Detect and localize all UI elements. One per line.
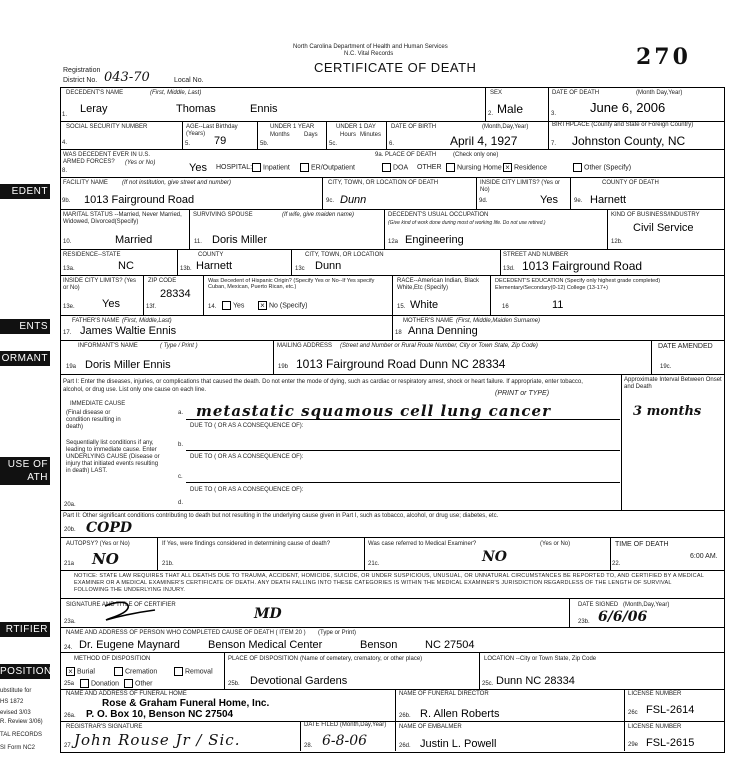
row-line [60, 340, 724, 341]
hours-label: Hours [340, 132, 357, 138]
county-of-death-label: COUNTY OF DEATH [602, 180, 659, 186]
date-signed-value: 6/6/06 [598, 609, 648, 625]
local-number-label: Local No. [174, 77, 204, 84]
certifier-signature-label: SIGNATURE AND TITLE OF CERTIFIER [66, 602, 176, 608]
burial-checkbox-checked[interactable]: × [66, 667, 75, 676]
interval-label: Approximate Interval Between Onset and Death [624, 377, 722, 390]
under-1-day-label: UNDER 1 DAY [336, 124, 376, 130]
tab-cause-of-death-2: ATH [0, 470, 50, 485]
doa-text: DOA [393, 164, 409, 172]
mother-name-label: MOTHER'S NAME [403, 318, 454, 324]
hospital-label: HOSPITAL: [216, 164, 253, 171]
item-number: 7. [551, 141, 557, 147]
zip-code-label: ZIP CODE [148, 278, 177, 284]
divider [621, 374, 622, 510]
item-number: 13c [295, 266, 305, 272]
sex-label: SEX [490, 90, 503, 96]
agency-line-2: N.C. Vital Records [344, 51, 394, 57]
hispanic-yes-checkbox[interactable] [222, 301, 231, 310]
findings-label: If Yes, were findings considered in determining cause of death? [162, 541, 331, 547]
place-of-disposition-label: PLACE OF DISPOSITION [228, 656, 299, 662]
marital-status-value: Married [115, 234, 153, 246]
immediate-cause-value: metastatic squamous cell lung cancer [196, 402, 551, 420]
informant-name-value: Doris Miller Ennis [85, 359, 171, 371]
father-name-hint: (First, Middle,Last) [122, 318, 172, 324]
district-label: District No. [63, 77, 98, 84]
divider [490, 275, 491, 315]
form-note-5: TAL RECORDS [0, 732, 43, 738]
divider [392, 275, 393, 315]
immediate-cause-label: IMMEDIATE CAUSE [70, 401, 126, 407]
mother-name-hint: (First, Middle,Maiden Surname) [456, 318, 541, 324]
item-number: 25b. [228, 681, 240, 687]
item-number: 13e. [63, 304, 75, 310]
minutes-label: Minutes [360, 132, 382, 138]
disposition-method-label: METHOD OF DISPOSITION [74, 656, 151, 662]
hispanic-no-checkbox-checked[interactable]: × [258, 301, 267, 310]
doa-checkbox[interactable] [382, 163, 391, 172]
item-number: 11. [194, 239, 202, 245]
divider [322, 177, 323, 209]
immediate-cause-hint: (Final disease or condition resulting in death) [66, 410, 121, 430]
due-to-label-1: DUE TO ( OR AS A CONSEQUENCE OF): [190, 423, 304, 429]
inpatient-text: Inpatient [263, 164, 290, 172]
facility-name-label: FACILITY NAME [63, 180, 108, 186]
completer-city: Benson [360, 639, 398, 651]
residence-city-value: Dunn [315, 260, 342, 272]
other-place-label: OTHER [417, 164, 442, 171]
residence-county-label: COUNTY [198, 252, 224, 258]
row-line [60, 570, 724, 571]
item-number: 18 [395, 330, 402, 336]
divider [177, 249, 178, 275]
item-number: 26a. [64, 713, 76, 719]
item-number: 12b. [611, 239, 623, 245]
item-number: c. [178, 474, 183, 480]
item-number: 13f. [146, 304, 157, 310]
days-label: Days [304, 132, 318, 138]
item-number: 20a. [64, 502, 76, 508]
date-of-death-label: DATE OF DEATH [552, 90, 600, 96]
divider [182, 121, 183, 149]
place-of-disposition-value: Devotional Gardens [250, 675, 348, 687]
item-number: 25c. [482, 681, 494, 687]
date-amended-label: DATE AMENDED [658, 343, 713, 350]
other-disposition-option[interactable] [124, 679, 153, 688]
other-disposition-checkbox[interactable] [124, 679, 133, 688]
item-number: 21a [64, 561, 75, 567]
date-of-birth-label: DATE OF BIRTH [391, 124, 437, 130]
business-label: KIND OF BUSINESS/INDUSTRY [611, 212, 700, 218]
item-number: 26d. [399, 743, 411, 749]
hispanic-origin-label: Was Decedent of Hispanic Origin? (Specify Yes or No--If Yes specify Cuban, Mexican, Puerto Rican, etc.) [208, 278, 375, 290]
inside-city-limits-value: Yes [540, 194, 558, 206]
divider [569, 598, 570, 627]
item-number: 21c. [368, 561, 380, 567]
decedent-name-label: DECEDENT'S NAME [66, 90, 124, 96]
completer-name: Dr. Eugene Maynard [79, 639, 180, 651]
item-number: 16 [502, 304, 509, 310]
city-of-death-value: Dunn [340, 194, 367, 206]
business-value: Civil Service [633, 222, 694, 234]
decedent-middle-name: Thomas [176, 103, 216, 115]
mailing-address-hint: (Street and Number or Rural Route Number, City or Town State, Zip Code) [340, 343, 538, 349]
interval-a-value: 3 months [633, 404, 702, 419]
item-number: 26c [628, 710, 638, 716]
divider [364, 537, 365, 570]
divider [548, 87, 549, 121]
divider [189, 209, 190, 249]
decedent-first-name: Leray [80, 103, 108, 115]
row-line [60, 510, 724, 511]
donation-text: Donation [91, 680, 120, 688]
item-number: 26b. [399, 713, 411, 719]
item-number: 6. [389, 141, 395, 147]
other-specify-option[interactable] [573, 163, 631, 172]
place-of-death-hint: (Check only one) [453, 152, 499, 158]
tab-parents: ENTS [0, 319, 50, 334]
date-filed-value: 6-8-06 [322, 733, 368, 749]
item-number: 23b. [578, 619, 590, 625]
divider [386, 121, 387, 149]
residence-state-label: RESIDENCE--STATE [63, 252, 121, 258]
item-number: 27 [64, 743, 71, 749]
pod-label-text: 9a. [375, 152, 386, 158]
nursing-home-option[interactable] [446, 163, 502, 172]
county-of-death-value: Harnett [590, 194, 627, 206]
row-line [60, 249, 724, 250]
row-line [60, 177, 724, 178]
divider [392, 315, 393, 340]
embalmer-value: Justin L. Powell [420, 738, 497, 750]
item-number: 24. [64, 645, 73, 651]
hispanic-yes-option[interactable] [222, 301, 244, 310]
divider [257, 121, 258, 149]
er-text: ER/Outpatient [311, 164, 355, 172]
form-note-4: R. Review 3/06) [0, 719, 43, 725]
divider [291, 249, 292, 275]
hispanic-no-text: No (Specify) [269, 302, 308, 310]
item-number: a. [178, 410, 184, 416]
residence-text: Residence [514, 164, 548, 172]
cremation-text: Cremation [125, 668, 158, 676]
birthplace-value: Johnston County, NC [572, 134, 686, 148]
divider [384, 209, 385, 249]
item-number: 8. [62, 168, 68, 174]
date-of-birth-value: April 4, 1927 [450, 134, 518, 148]
item-number: d. [178, 500, 184, 506]
row-line [60, 209, 724, 210]
autopsy-label: AUTOPSY? (Yes or No) [66, 541, 130, 547]
disposition-location-label: LOCATION --City or Town State, Zip Code [484, 656, 597, 662]
certifier-title-value: MD [254, 606, 282, 622]
residence-county-value: Harnett [196, 260, 233, 272]
form-note-2: HS 1872 [0, 699, 24, 705]
other-specify-text: Other (Specify) [584, 164, 632, 172]
facility-name-hint: (If not institution, give street and number) [122, 180, 232, 186]
date-of-death-value: June 6, 2006 [590, 100, 666, 115]
sequential-instructions: Sequentially list conditions if any, leading to immediate cause. Enter UNDERLYING CAUSE (Disease or injury that initiated events resulting in death) LAST. [66, 440, 160, 474]
item-number: 9d. [479, 198, 488, 204]
row-line [60, 627, 724, 628]
divider [548, 121, 549, 149]
tab-decedent: EDENT [0, 184, 50, 199]
removal-checkbox[interactable] [174, 667, 183, 676]
date-of-death-hint: (Month Day,Year) [636, 90, 683, 96]
certifier-signature-mark [100, 598, 160, 624]
mailing-address-value: 1013 Fairground Road Dunn NC 28334 [296, 357, 506, 371]
decedent-name-hint: (First, Middle, Last) [150, 90, 202, 96]
surviving-spouse-value: Doris Miller [212, 234, 267, 246]
part-2-value: COPD [86, 520, 133, 536]
funeral-director-value: R. Allen Roberts [420, 708, 500, 720]
document-title: CERTIFICATE OF DEATH [314, 60, 477, 75]
disposition-location-value: Dunn NC 28334 [496, 675, 575, 687]
funeral-home-address: P. O. Box 10, Benson NC 27504 [86, 709, 234, 720]
time-of-death-value: 6:00 AM. [690, 553, 718, 560]
row-line [60, 149, 724, 150]
divider [326, 121, 327, 149]
item-number: 10. [63, 239, 72, 245]
license-label-1: LICENSE NUMBER [628, 691, 682, 697]
nursing-home-text: Nursing Home [457, 164, 502, 172]
item-number: 22. [612, 561, 621, 567]
license-label-2: LICENSE NUMBER [628, 724, 682, 730]
time-of-death-label: TIME OF DEATH [615, 541, 669, 548]
divider [485, 87, 486, 121]
residence-checkbox-checked[interactable]: × [503, 163, 512, 172]
embalmer-label: NAME OF EMBALMER [399, 724, 462, 730]
item-number: 19a [66, 364, 77, 370]
cause-line-c [186, 482, 620, 483]
surviving-spouse-hint: (If wife, give maiden name) [282, 212, 355, 218]
divider [624, 689, 625, 751]
armed-forces-label: WAS DECEDENT EVER IN U.S. ARMED FORCES? [63, 152, 151, 165]
inpatient-checkbox[interactable] [252, 163, 261, 172]
completer-label: NAME AND ADDRESS OF PERSON WHO COMPLETED CAUSE OF DEATH ( ITEM 20 ) [66, 630, 306, 636]
armed-forces-hint: (Yes or No) [125, 160, 156, 166]
tab-cause-of-death-1: USE OF [0, 457, 50, 472]
ssn-label: SOCIAL SECURITY NUMBER [66, 124, 148, 130]
surviving-spouse-label: SURVIVING SPOUSE [193, 212, 253, 218]
under-1-year-label: UNDER 1 YEAR [270, 124, 315, 130]
burial-option[interactable] [66, 667, 95, 676]
divider [607, 209, 608, 249]
residence-state-value: NC [118, 260, 134, 272]
birthplace-label: BIRTHPLACE (County and State or Foreign Country) [552, 122, 694, 128]
district-number: 043-70 [104, 70, 150, 85]
removal-option[interactable] [174, 667, 213, 676]
funeral-home-label: NAME AND ADDRESS OF FUNERAL HOME [66, 691, 187, 697]
item-number: 19b [278, 364, 289, 370]
months-label: Months [270, 132, 290, 138]
part-1-instructions: Part I: Enter the diseases, injuries, or complications that caused the death. Do not enter the mode of dying, such as cardiac or respiratory arrest, shock or heart failure. If appropriate, enter tobacco, alcohol, or drug use. List only one cause on each line. [63, 379, 583, 393]
father-name-label: FATHER'S NAME [72, 318, 120, 324]
certificate-number: 270 [636, 44, 691, 70]
donation-option[interactable] [80, 679, 119, 688]
item-number: 4. [62, 140, 68, 146]
medical-examiner-notice: NOTICE: STATE LAW REQUIRES THAT ALL DEATHS DUE TO TRAUMA, ACCIDENT, HOMICIDE, SUICIDE, OR UNDER SUSPICIOUS, UNUSUAL, OR UNNATURAL CIRCUMSTANCES BE REPORTED TO, AND CERTIFIED BY A MEDICAL EXAMINER OR A MEDICAL EXAMINER'S CERTIFICATE OF DEATH. ANY DEATH FALLING INTO THESE CATEGORIES IS WITHIN THE MEDICAL EXAMINER'S JURISDICTION REGARDLESS OF THE LENGTH OF SURVIVAL FOLLOWING THE UNDERLYING INJURY. [74, 573, 704, 593]
doa-option[interactable] [382, 163, 408, 172]
date-of-birth-hint: (Month,Day,Year) [482, 124, 529, 130]
armed-forces-value: Yes [189, 162, 207, 174]
registration-label: Registration [63, 67, 101, 74]
nursing-home-checkbox[interactable] [446, 163, 455, 172]
facility-name-value: 1013 Fairground Road [84, 194, 195, 206]
item-number: 28. [304, 743, 313, 749]
other-disposition-text: Other [135, 680, 153, 688]
date-signed-hint: (Month,Day,Year) [623, 602, 670, 608]
inside-city-limits-label: INSIDE CITY LIMITS? (Yes or No) [480, 180, 561, 193]
due-to-label-3: DUE TO ( OR AS A CONSEQUENCE OF): [190, 487, 304, 493]
divider [500, 249, 501, 275]
funeral-director-label: NAME OF FUNERAL DIRECTOR [399, 691, 489, 697]
occupation-label: DECEDENT'S USUAL OCCUPATION [388, 212, 489, 218]
zip-code-value: 28334 [160, 288, 191, 300]
autopsy-value: NO [92, 550, 119, 568]
item-number: 12a [388, 239, 399, 245]
divider [476, 177, 477, 209]
divider [570, 177, 571, 209]
education-label: DECEDENT'S EDUCATION (Specify only highest grade completed) Elementary/Secondary(0-12) College (13-17+) [495, 278, 661, 291]
registrar-signature: John Rouse Jr / Sic. [74, 731, 241, 749]
hispanic-yes-text: Yes [233, 302, 245, 310]
mother-name-value: Anna Denning [408, 325, 478, 337]
form-note-3: evised 3/03 [0, 710, 31, 716]
informant-name-hint: ( Type / Print ) [160, 343, 198, 349]
medical-examiner-label: Was case referred to Medical Examiner? [368, 541, 477, 547]
date-filed-label: DATE FILED (Month,Day,Year) [304, 722, 387, 728]
divider [395, 689, 396, 751]
completer-center: Benson Medical Center [208, 639, 323, 651]
residence-street-value: 1013 Fairground Road [522, 259, 643, 273]
divider [143, 275, 144, 315]
pod-label: PLACE OF DEATH [385, 152, 437, 158]
due-to-label-2: DUE TO ( OR AS A CONSEQUENCE OF): [190, 454, 304, 460]
item-number: 9b. [62, 198, 71, 204]
completer-state-zip: NC 27504 [425, 639, 475, 651]
agency-line-1: North Carolina Department of Health and Human Services [293, 44, 448, 50]
divider [157, 537, 158, 570]
medical-examiner-hint: (Yes or No) [540, 541, 571, 547]
item-number: 25a [64, 681, 75, 687]
education-value: 11 [552, 299, 564, 311]
hispanic-no-option[interactable] [258, 301, 308, 310]
item-number: 23a. [64, 619, 76, 625]
tab-disposition: POSITION [0, 666, 52, 677]
funeral-home-name: Rose & Graham Funeral Home, Inc. [102, 698, 270, 709]
medical-examiner-value: NO [482, 549, 507, 565]
er-checkbox[interactable] [300, 163, 309, 172]
divider [610, 537, 611, 570]
registrar-signature-label: REGISTRAR'S SIGNATURE [66, 724, 143, 730]
race-label: RACE--American Indian, Black White,Etc (Specify) [397, 278, 480, 291]
removal-text: Removal [185, 668, 213, 676]
age-value: 79 [214, 135, 227, 147]
cremation-option[interactable] [114, 667, 157, 676]
item-number: 5b. [260, 141, 269, 147]
tab-informant: ORMANT [1, 353, 48, 364]
divider [651, 340, 652, 374]
item-number: b. [178, 442, 184, 448]
city-of-death-label: CITY, TOWN, OR LOCATION OF DEATH [328, 180, 439, 186]
residence-option[interactable] [503, 163, 547, 172]
residence-street-label: STREET AND NUMBER [503, 252, 569, 258]
divider [224, 652, 225, 689]
item-number: 21b. [162, 561, 174, 567]
divider [300, 721, 301, 751]
item-number: 13b. [180, 266, 192, 272]
item-number: 19c. [660, 364, 672, 370]
part-2-instructions: Part II: Other significant conditions contributing to death but not resulting in the underlying cause given in Part I, such as tobacco, alcohol, or drug use; diabetes, etc. [63, 513, 499, 519]
marital-status-label: MARITAL STATUS --Married, Never Married, Widowed, Divorced(Specify) [63, 212, 182, 225]
row-line [60, 537, 724, 538]
divider [203, 275, 204, 315]
father-name-value: James Waltie Ennis [80, 325, 177, 337]
other-specify-checkbox[interactable] [573, 163, 582, 172]
item-number: 15. [397, 304, 406, 310]
row-line [60, 374, 724, 375]
decedent-last-name: Ennis [250, 103, 278, 115]
item-number: 9e. [574, 198, 583, 204]
completer-hint: (Type or Print) [318, 630, 357, 636]
cremation-checkbox[interactable] [114, 667, 123, 676]
er-option[interactable] [300, 163, 355, 172]
item-number: 29e [628, 742, 639, 748]
age-label: AGE--Last Birthday (Years) [186, 124, 238, 137]
form-note-1: ubstitute for [0, 688, 32, 694]
row-line [60, 652, 724, 653]
item-number: 3. [551, 111, 557, 117]
race-value: White [410, 299, 439, 311]
license-number-1: FSL-2614 [646, 704, 695, 716]
tab-certifier: RTIFIER [0, 622, 50, 637]
res-inside-city-label: INSIDE CITY LIMITS? (Yes or No) [63, 278, 137, 291]
occupation-hint: (Give kind of work done during most of working life. Do not use retired.) [388, 220, 546, 226]
item-number: 17. [63, 330, 72, 336]
license-number-2: FSL-2615 [646, 737, 695, 749]
item-number: 5. [185, 141, 191, 147]
burial-text: Burial [77, 668, 95, 676]
place-of-death-label [375, 152, 436, 159]
donation-checkbox[interactable] [80, 679, 89, 688]
item-number: 14. [208, 304, 217, 310]
item-number: 13d. [503, 266, 515, 272]
place-of-disposition-hint: (Name of cemetery, crematory, or other place) [300, 656, 423, 662]
divider [479, 652, 480, 689]
item-number: 2. [488, 111, 494, 117]
occupation-value: Engineering [405, 234, 464, 246]
date-signed-label: DATE SIGNED [578, 602, 619, 608]
sex-value: Male [497, 102, 524, 116]
cause-line-b [186, 450, 620, 451]
print-or-type-hint: (PRINT or TYPE) [495, 390, 550, 397]
residence-city-label: CITY, TOWN, OR LOCATION [305, 252, 384, 258]
informant-name-label: INFORMANT'S NAME [78, 343, 138, 349]
item-number: 9c. [326, 198, 335, 204]
item-number: 13a. [63, 266, 75, 272]
form-note-6: SI Form NC2 [0, 745, 36, 751]
inpatient-option[interactable] [252, 163, 290, 172]
item-number: 5c. [329, 141, 338, 147]
divider [273, 340, 274, 374]
item-number: 1. [62, 112, 68, 118]
item-number: 20b. [64, 527, 76, 533]
mailing-address-label: MAILING ADDRESS [277, 343, 333, 349]
res-inside-city-value: Yes [102, 298, 120, 310]
